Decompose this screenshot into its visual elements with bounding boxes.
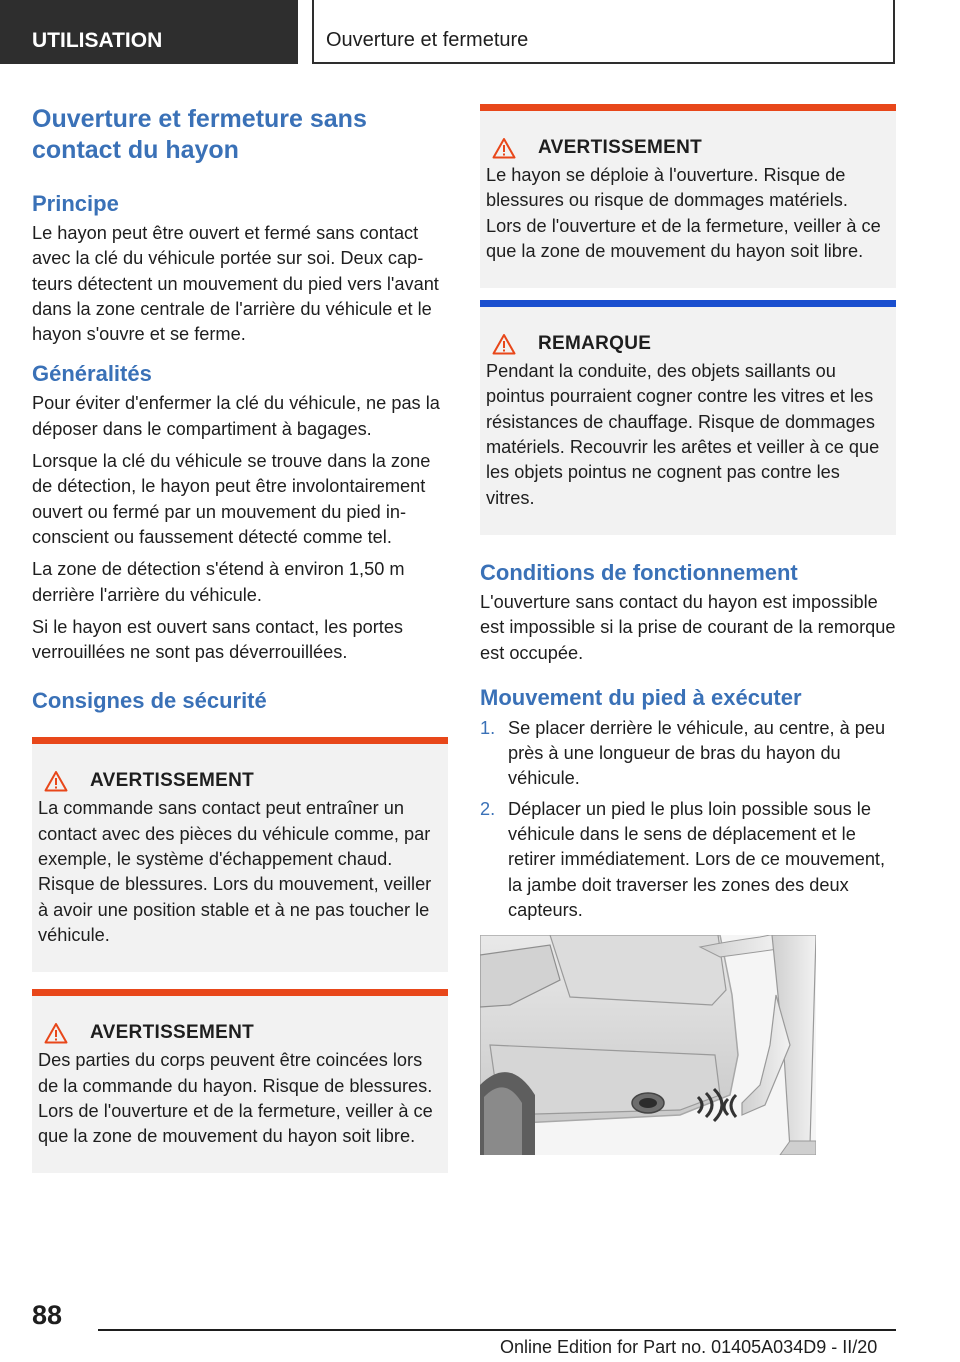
warning-triangle-icon: [492, 333, 516, 355]
warning-title-label: AVERTISSEMENT: [538, 137, 703, 158]
warning-text: Le hayon se déploie à l'ouverture. Risque de blessures ou risque de dommages matériels. Lors de l'ouverture et de la fermeture, veiller à ce que la zone de mouvement du hayon soit libre.: [486, 165, 881, 261]
notice-title-label: REMARQUE: [538, 333, 652, 355]
warning-triangle-icon: [44, 1022, 68, 1044]
conditions-heading: Conditions de fonctionnement: [480, 559, 798, 585]
warning-box: [480, 104, 896, 288]
footer-divider: [98, 1329, 896, 1331]
step-number: 2.: [480, 798, 496, 819]
warning-title-label: AVERTISSEMENT: [90, 770, 255, 792]
warning-title-label: AVERTISSEMENT: [90, 1022, 255, 1044]
section-tab: UTILISATION: [0, 0, 298, 64]
principe-heading: Principe: [32, 191, 119, 216]
generalites-heading: Généralités: [32, 361, 152, 387]
warning-triangle-icon: [44, 770, 68, 792]
tailgate-illustration: [480, 935, 816, 1155]
list-item: [480, 716, 896, 792]
warning-box: [32, 737, 448, 972]
warning-text: Des parties du corps peuvent être coincées lors de la commande du hayon. Risque de blessures. Lors de l'ouverture et de la fermeture, veiller à ce que la zone de mouvement du hayon soit libre.: [38, 1050, 433, 1147]
notice-title: [486, 333, 888, 355]
generalites-paragraph: Lorsque la clé du véhicule se trouve dans la zone de détection, le hayon peut être involontairement ouvert ou fermé par un mouvement du pied inconscient ou faussement détecté comme tel.: [32, 451, 431, 547]
warning-box: [32, 989, 448, 1173]
generalites-paragraph: Pour éviter d'enfermer la clé du véhicule, ne pas la déposer dans le compartiment à bagages.: [32, 393, 440, 439]
left-column: [32, 104, 448, 1173]
footer-edition-text: Online Edition for Part no. 01405A034D9 - II/20: [500, 1337, 878, 1357]
principe-text: Le hayon peut être ouvert et fermé sans contact avec la clé du véhicule portée sur soi. Deux capteurs détectent un mouvement du pied vers l'avant dans la zone centrale de l'arrière du véhicule et le hayon s'ouvre et se ferme.: [32, 223, 439, 345]
list-item: [480, 797, 896, 923]
steps-list: [480, 716, 896, 923]
warning-title: [486, 137, 888, 159]
warning-text: La commande sans contact peut entraîner un contact avec des pièces du véhicule comme, par exemple, le système d'échappement chaud. Risque de blessures. Lors du mouvement, veiller à avoir une position stable et à ne pas toucher le véhicule.: [38, 798, 432, 945]
warning-title: [38, 770, 440, 792]
chapter-title: Ouverture et fermeture: [312, 0, 895, 64]
mouvement-heading: Mouvement du pied à exécuter: [480, 684, 802, 710]
step-number: 1.: [480, 717, 496, 738]
warning-triangle-icon: [492, 137, 516, 159]
conditions-text: L'ouverture sans contact du hayon est impossible est impossible si la prise de courant de la remorque est occupée.: [480, 591, 896, 663]
generalites-paragraph: Si le hayon est ouvert sans contact, les portes verrouillées ne sont pas déverrouillées.: [32, 616, 404, 663]
warning-title: [38, 1022, 440, 1044]
step-text: Se placer derrière le véhicule, au centre, à peu près à une longueur de bras du hayon du véhicule.: [508, 717, 886, 789]
step-text: Déplacer un pied le plus loin possible sous le véhicule dans le sens de déplacement et le retirer immédiatement. Lors de ce mouvement, la jambe doit traverser les zones des deux capteurs.: [508, 798, 886, 920]
right-column: [480, 104, 896, 1155]
consignes-heading: Consignes de sécurité: [32, 688, 267, 714]
car-rear-foot-gesture-image: [480, 935, 816, 1155]
page-number: 88: [32, 1300, 63, 1330]
page-title: Ouverture et fermeture sans contact du hayon: [32, 105, 367, 164]
notice-text: Pendant la conduite, des objets saillants ou pointus pourraient cogner contre les vitres et les résistances de chauffage. Risque de dommages matériels. Recouvrir les arêtes et veiller à ce que les objets pointus ne cognent pas contre les vitres.: [486, 361, 880, 508]
generalites-paragraph: La zone de détection s'étend à environ 1,50 m derrière l'arrière du véhicule.: [32, 559, 405, 605]
notice-box: [480, 300, 896, 535]
